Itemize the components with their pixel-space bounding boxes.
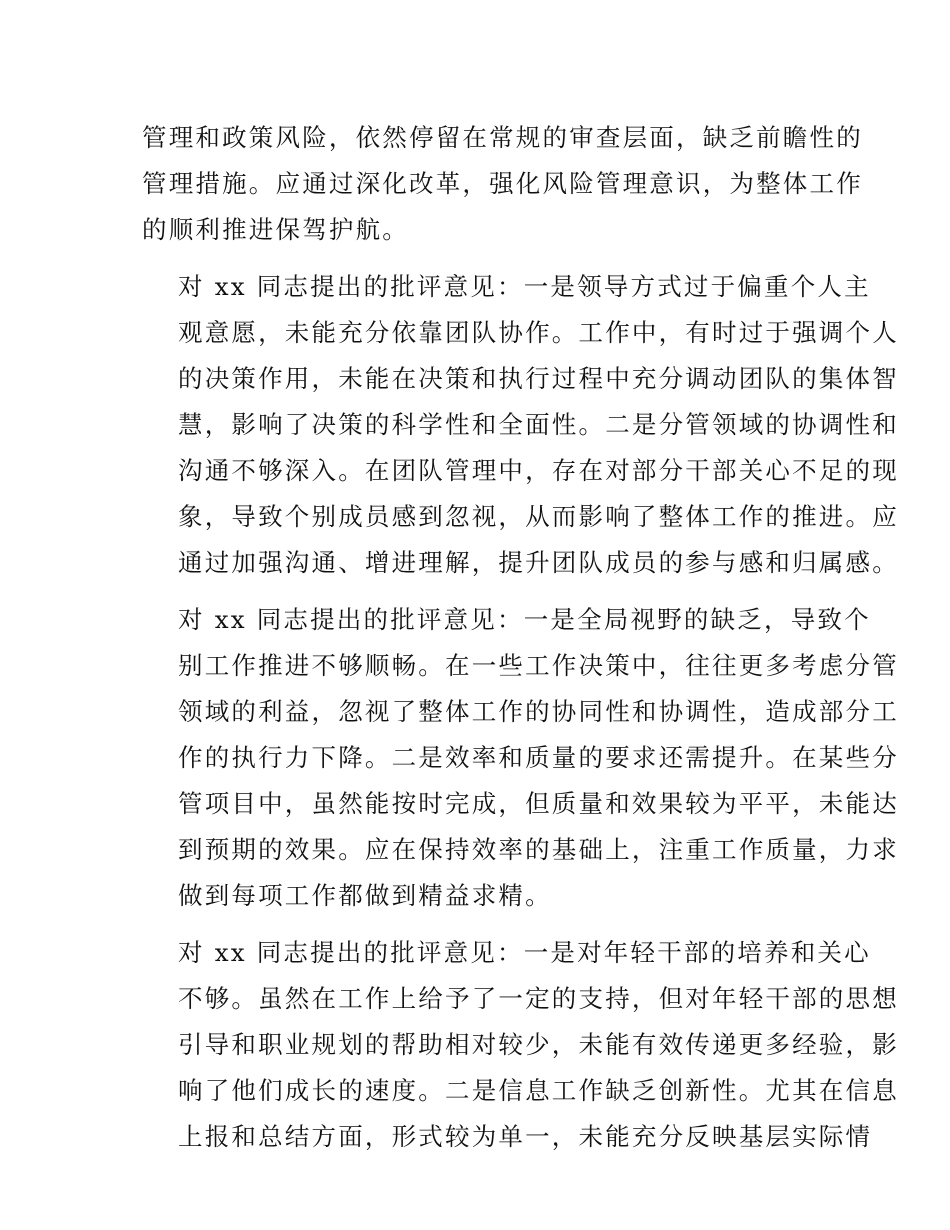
text-line: 管理和政策风险，依然停留在常规的审查层面，缺乏前瞻性的: [142, 123, 863, 152]
text-line: 管理措施。应通过深化改革，强化风险管理意识，为整体工作: [142, 169, 863, 198]
paragraph-criticism-1: [142, 264, 899, 586]
text-line: 象，导致个别成员感到忽视，从而影响了整体工作的推进。应: [178, 502, 899, 531]
text-line: 慧，影响了决策的科学性和全面性。二是分管领域的协调性和: [178, 410, 899, 439]
text-line: 对 xx 同志提出的批评意见：一是全局视野的缺乏，导致个: [178, 605, 871, 634]
text-line: 观意愿，未能充分依靠团队协作。工作中，有时过于强调个人: [178, 318, 899, 347]
text-line: 作的执行力下降。二是效率和质量的要求还需提升。在某些分: [178, 743, 899, 772]
text-line: 不够。虽然在工作上给予了一定的支持，但对年轻干部的思想: [178, 984, 899, 1013]
text-line: 别工作推进不够顺畅。在一些工作决策中，往往更多考虑分管: [178, 651, 899, 680]
text-line: 上报和总结方面，形式较为单一，未能充分反映基层实际情: [178, 1122, 873, 1151]
text-line: 的决策作用，未能在决策和执行过程中充分调动团队的集体智: [178, 364, 899, 393]
paragraph-criticism-2: [142, 597, 899, 919]
text-line: 领域的利益，忽视了整体工作的协同性和协调性，造成部分工: [178, 697, 899, 726]
text-line: 通过加强沟通、增进理解，提升团队成员的参与感和归属感。: [178, 548, 899, 577]
text-line: 做到每项工作都做到精益求精。: [178, 881, 552, 910]
document-body: [142, 115, 899, 1171]
text-line: 对 xx 同志提出的批评意见：一是领导方式过于偏重个人主: [178, 272, 871, 301]
text-line: 管项目中，虽然能按时完成，但质量和效果较为平平，未能达: [178, 789, 899, 818]
text-line: 的顺利推进保驾护航。: [142, 215, 409, 244]
paragraph-continued: [142, 115, 863, 253]
paragraph-criticism-3: [142, 930, 899, 1160]
text-line: 沟通不够深入。在团队管理中，存在对部分干部关心不足的现: [178, 456, 899, 485]
text-line: 引导和职业规划的帮助相对较少，未能有效传递更多经验，影: [178, 1030, 899, 1059]
text-line: 响了他们成长的速度。二是信息工作缺乏创新性。尤其在信息: [178, 1076, 899, 1105]
text-line: 到预期的效果。应在保持效率的基础上，注重工作质量，力求: [178, 835, 899, 864]
text-line: 对 xx 同志提出的批评意见：一是对年轻干部的培养和关心: [178, 938, 871, 967]
